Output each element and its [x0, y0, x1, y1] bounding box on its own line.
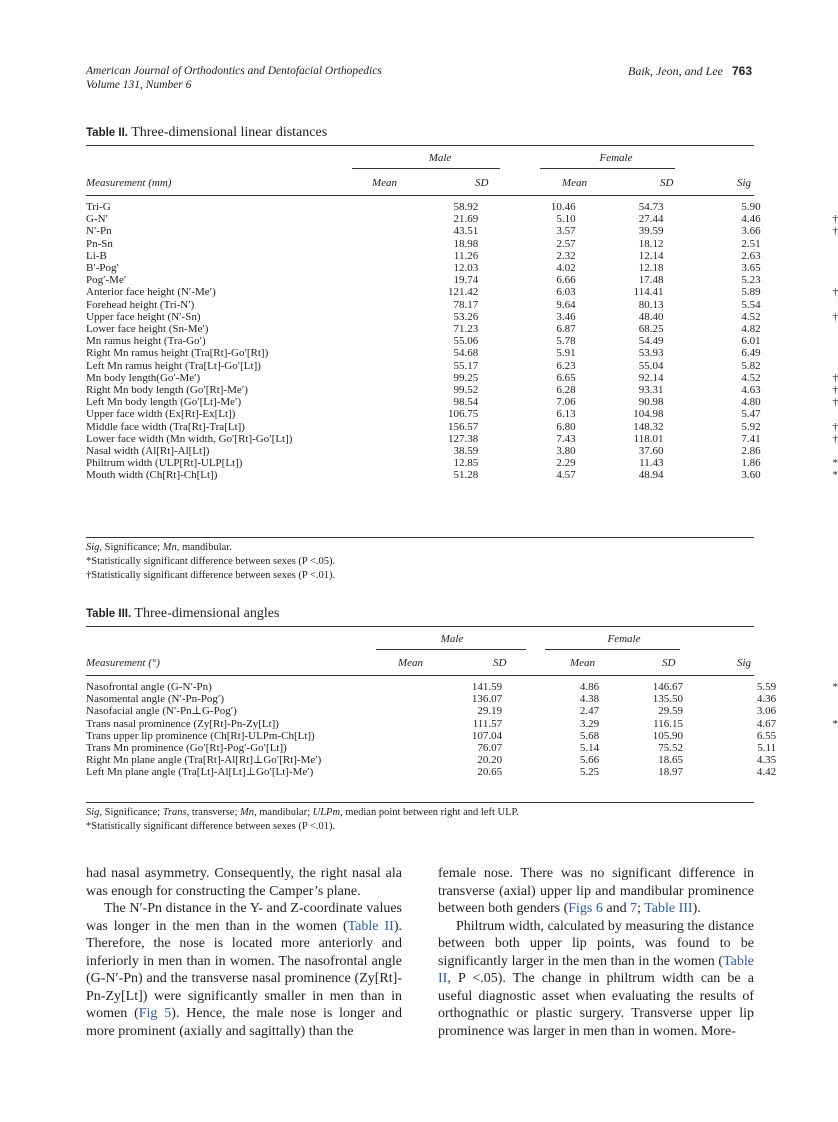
- table2-footnote-dagger: †Statistically significant difference between sexes (P <.01).: [86, 570, 336, 581]
- male-mean-cell: 58.92: [453, 201, 479, 213]
- table2-col-female-sd: SD: [660, 177, 674, 189]
- table-row: [86, 421, 838, 433]
- male-mean-cell: 12.85: [453, 457, 479, 470]
- measurement-cell: Upper face width (Ex[Rt]-Ex[Lt]): [86, 408, 236, 421]
- sig-cell: [776, 754, 838, 766]
- table-row: [86, 347, 838, 359]
- female-sd-cell: 6.49: [741, 347, 761, 360]
- male-mean-cell: 19.74: [453, 274, 479, 287]
- measurement-cell: Upper face height (N′-Sn): [86, 310, 201, 323]
- female-mean-cell: 18.12: [638, 237, 664, 250]
- male-mean-cell: 18.98: [453, 237, 479, 250]
- table2-title: Three-dimensional linear distances: [131, 125, 328, 140]
- journal-name: American Journal of Orthodontics and Dentofacial Orthopedics: [86, 65, 382, 77]
- male-mean-cell: 54.68: [453, 347, 479, 360]
- measurement-cell: Tri-G: [86, 201, 111, 213]
- measurement-cell: Pn-Sn: [86, 237, 113, 250]
- measurement-cell: Trans nasal prominence (Zy[Rt]-Pn-Zy[Lt]): [86, 717, 279, 730]
- link-table-2b[interactable]: Table II: [438, 953, 754, 986]
- female-mean-cell: 68.25: [638, 323, 664, 336]
- table-row: [86, 360, 838, 372]
- male-sd-cell: 2.29: [556, 457, 576, 470]
- male-mean-cell: 43.51: [453, 225, 479, 238]
- table2-bottom-rule: [86, 537, 754, 538]
- male-mean-cell: 98.54: [453, 396, 479, 409]
- table2-col-female-mean: Mean: [562, 177, 588, 189]
- male-mean-cell: 55.17: [453, 359, 479, 372]
- table2-header-rule: [86, 195, 754, 196]
- measurement-cell: Left Mn body length (Go′[Lt]-Me′): [86, 396, 242, 409]
- measurement-cell: Mouth width (Ch[Rt]-Ch[Lt]): [86, 469, 218, 482]
- table-row: [86, 730, 838, 742]
- male-sd-cell: 4.02: [556, 262, 576, 275]
- male-sd-cell: 7.06: [556, 396, 576, 409]
- sig-cell: [761, 445, 838, 457]
- table3-body: [86, 681, 838, 779]
- sig-cell: †: [832, 432, 838, 445]
- male-sd-cell: 7.43: [556, 432, 576, 445]
- female-mean-cell: 55.04: [638, 359, 664, 372]
- measurement-cell: Philtrum width (ULP[Rt]-ULP[Lt]): [86, 457, 243, 470]
- female-sd-cell: 7.41: [741, 432, 761, 445]
- sig-cell: [761, 262, 838, 274]
- measurement-cell: Nasofrontal angle (G-N′-Pn): [86, 681, 212, 693]
- female-mean-cell: 18.97: [658, 766, 684, 779]
- male-mean-cell: 127.38: [448, 432, 479, 445]
- sig-cell: †: [832, 371, 838, 384]
- table-row: [86, 384, 838, 396]
- male-sd-cell: 6.28: [556, 384, 576, 397]
- male-sd-cell: 6.13: [556, 408, 576, 421]
- sig-cell: †: [832, 225, 838, 238]
- sig-cell: [761, 201, 838, 213]
- male-mean-cell: 21.69: [453, 213, 479, 226]
- female-sd-cell: 5.47: [741, 408, 761, 421]
- table2-footnote-abbr: Sig, Significance; Mn, mandibular.: [86, 542, 232, 553]
- female-sd-cell: 4.35: [756, 754, 777, 767]
- table2-col-male-mean: Mean: [372, 177, 398, 189]
- female-mean-cell: 93.31: [638, 384, 664, 397]
- table3-footnote-star: *Statistically significant difference between sexes (P <.01).: [86, 821, 336, 832]
- sig-cell: †: [832, 384, 838, 397]
- male-sd-cell: 4.38: [579, 693, 600, 706]
- female-mean-cell: 29.59: [658, 705, 684, 718]
- male-sd-cell: 3.46: [556, 310, 576, 323]
- sig-cell: †: [832, 310, 838, 323]
- table-row: [86, 335, 838, 347]
- table3-caption: [86, 606, 279, 622]
- female-mean-cell: 104.98: [633, 408, 664, 421]
- table3-col-male-mean: Mean: [398, 657, 424, 669]
- female-sd-cell: 4.52: [741, 310, 761, 323]
- sig-cell: *: [832, 469, 838, 482]
- male-sd-cell: 9.64: [556, 298, 576, 311]
- table-row: [86, 299, 838, 311]
- measurement-cell: G-N′: [86, 213, 108, 226]
- female-mean-cell: 146.67: [652, 681, 684, 693]
- male-sd-cell: 5.68: [579, 729, 600, 742]
- table3-female-rule: [545, 649, 680, 650]
- male-mean-cell: 55.06: [453, 335, 479, 348]
- female-mean-cell: 53.93: [638, 347, 664, 360]
- male-sd-cell: 3.29: [579, 717, 600, 730]
- measurement-cell: Right Mn ramus height (Tra[Rt]-Go′[Rt]): [86, 347, 269, 360]
- male-sd-cell: 2.47: [579, 705, 600, 718]
- female-sd-cell: 4.67: [756, 717, 777, 730]
- female-mean-cell: 48.94: [638, 469, 664, 482]
- table3-group-male: Male: [440, 633, 464, 645]
- body-left-paragraph-1: had nasal asymmetry. Consequently, the right nasal ala was enough for constructing the Camper’s plane.: [86, 866, 402, 899]
- table-row: [86, 705, 838, 717]
- male-sd-cell: 6.87: [556, 323, 576, 336]
- female-mean-cell: 27.44: [638, 213, 664, 226]
- table3-top-rule: [86, 626, 754, 627]
- male-sd-cell: 5.66: [579, 754, 600, 767]
- female-sd-cell: 5.89: [741, 286, 761, 299]
- female-sd-cell: 4.63: [741, 384, 761, 397]
- female-sd-cell: 4.80: [741, 396, 761, 409]
- male-mean-cell: 106.75: [448, 408, 479, 421]
- measurement-cell: Lower face width (Mn width, Go′[Rt]-Go′[Lt]): [86, 432, 293, 445]
- journal-volume: Volume 131, Number 6: [86, 79, 192, 91]
- measurement-cell: Forehead height (Tri-N′): [86, 298, 195, 311]
- male-mean-cell: 99.52: [453, 384, 479, 397]
- female-mean-cell: 37.60: [638, 445, 664, 458]
- sig-cell: [776, 766, 838, 778]
- male-mean-cell: 20.65: [477, 766, 503, 779]
- male-sd-cell: 6.80: [556, 420, 576, 433]
- sig-cell: *: [832, 457, 838, 470]
- table3-label: Table III.: [86, 608, 132, 620]
- page-number: 763: [731, 64, 752, 78]
- sig-cell: [761, 323, 838, 335]
- sig-cell: [776, 730, 838, 742]
- table3-footnote-abbr: Sig, Significance; Trans, transverse; Mn, mandibular; ULPm, median point between right and left ULP.: [86, 807, 519, 818]
- female-sd-cell: 6.01: [741, 335, 761, 348]
- measurement-cell: Nasomental angle (N′-Pn-Pog′): [86, 693, 225, 706]
- female-mean-cell: 92.14: [638, 371, 664, 384]
- table-row: [86, 238, 838, 250]
- table2-caption: [86, 125, 327, 141]
- male-mean-cell: 20.20: [477, 754, 503, 767]
- male-sd-cell: 5.10: [556, 213, 576, 226]
- sig-cell: [776, 742, 838, 754]
- table2-label: Table II.: [86, 127, 128, 139]
- female-mean-cell: 118.01: [633, 432, 664, 445]
- female-mean-cell: 11.43: [639, 457, 664, 470]
- table-row: [86, 311, 838, 323]
- sig-cell: †: [832, 396, 838, 409]
- table-row: [86, 323, 838, 335]
- measurement-cell: Lower face height (Sn-Me′): [86, 323, 209, 336]
- measurement-cell: Left Mn ramus height (Tra[Lt]-Go′[Lt]): [86, 359, 261, 372]
- body-left-paragraph-2: The N′-Pn distance in the Y- and Z-coordinate values was longer in the men than in the women (Table II). Therefore, the nose is located more anteriorly and inferiorly in men than in women. The nasofrontal angle (G-N′-Pn) and the transverse nasal prominence (Zy[Rt]-Pn-Zy[Lt]) were significantly smaller in men than in women (Fig 5). Hence, the male nose is longer and more prominent (axially and sagittally) than the: [86, 901, 402, 1039]
- male-mean-cell: 53.26: [453, 310, 479, 323]
- link-fig-7[interactable]: 7: [630, 901, 638, 916]
- male-sd-cell: 6.03: [556, 286, 576, 299]
- table-row: [86, 201, 838, 213]
- female-sd-cell: 4.82: [741, 323, 761, 336]
- female-mean-cell: 116.15: [653, 717, 684, 730]
- table3-header-rule: [86, 675, 754, 676]
- table2-female-rule: [540, 168, 675, 169]
- table-row: [86, 718, 838, 730]
- male-sd-cell: 3.80: [556, 445, 576, 458]
- female-sd-cell: 2.51: [741, 237, 761, 250]
- sig-cell: [761, 299, 838, 311]
- body-right-column: [438, 865, 754, 1040]
- female-sd-cell: 6.55: [756, 729, 777, 742]
- female-sd-cell: 5.59: [756, 681, 777, 693]
- authors: Baik, Jeon, and Lee: [628, 64, 723, 78]
- sig-cell: [776, 693, 838, 705]
- measurement-cell: Mn ramus height (Tra-Go′): [86, 335, 206, 348]
- female-sd-cell: 4.42: [756, 766, 777, 779]
- male-mean-cell: 121.42: [448, 286, 479, 299]
- male-sd-cell: 2.32: [556, 249, 576, 262]
- male-mean-cell: 51.28: [453, 469, 479, 482]
- sig-cell: †: [832, 420, 838, 433]
- sig-cell: †: [832, 286, 838, 299]
- body-right-paragraph-1: female nose. There was no significant difference in transverse (axial) upper lip and mandibular prominence between both genders (Figs 6 and 7; Table III).: [438, 866, 754, 916]
- male-mean-cell: 107.04: [471, 729, 503, 742]
- sig-cell: [761, 238, 838, 250]
- male-sd-cell: 10.46: [550, 201, 576, 213]
- female-sd-cell: 2.63: [741, 249, 761, 262]
- measurement-cell: B′-Pog′: [86, 262, 119, 275]
- sig-cell: [761, 408, 838, 420]
- table2-col-male-sd: SD: [475, 177, 489, 189]
- male-mean-cell: 76.07: [477, 742, 503, 755]
- table-row: [86, 396, 838, 408]
- table3-group-female: Female: [607, 633, 641, 645]
- male-sd-cell: 4.57: [556, 469, 576, 482]
- female-sd-cell: 3.06: [756, 705, 777, 718]
- male-mean-cell: 141.59: [471, 681, 503, 693]
- female-mean-cell: 12.18: [638, 262, 664, 275]
- male-mean-cell: 12.03: [453, 262, 479, 275]
- table-row: [86, 213, 838, 225]
- male-sd-cell: 6.66: [556, 274, 576, 287]
- sig-cell: [761, 360, 838, 372]
- female-sd-cell: 3.66: [741, 225, 761, 238]
- female-mean-cell: 54.73: [638, 201, 664, 213]
- female-mean-cell: 39.59: [638, 225, 664, 238]
- measurement-cell: Trans upper lip prominence (Ch[Rt]-ULPm-Ch[Lt]): [86, 729, 315, 742]
- link-figs-6[interactable]: Figs 6: [568, 901, 603, 916]
- table-row: [86, 372, 838, 384]
- measurement-cell: Trans Mn prominence (Go′[Rt]-Pog′-Go′[Lt]): [86, 742, 287, 755]
- body-right-paragraph-2: Philtrum width, calculated by measuring the distance between both upper lip points, was found to be significantly larger in the men than in the women (Table II, P <.05). The change in philtrum width can be a useful diagnostic asset when evaluating the results of orthognathic or plastic surgery. Transverse upper lip prominence was larger in men than in women. More-: [438, 918, 754, 1039]
- table2-col-sig: Sig: [737, 177, 752, 189]
- table-row: [86, 433, 838, 445]
- male-sd-cell: 2.57: [556, 237, 576, 250]
- table3-col-measurement: Measurement (°): [86, 657, 160, 669]
- table-row: [86, 445, 838, 457]
- male-mean-cell: 11.26: [453, 249, 479, 262]
- female-sd-cell: 5.11: [757, 742, 777, 755]
- table-row: [86, 766, 838, 778]
- female-mean-cell: 54.49: [638, 335, 664, 348]
- link-table-2[interactable]: Table II: [347, 918, 394, 934]
- table3-male-rule: [376, 649, 526, 650]
- female-sd-cell: 5.23: [741, 274, 761, 287]
- measurement-cell: Li-B: [86, 249, 107, 262]
- male-sd-cell: 3.57: [556, 225, 576, 238]
- female-mean-cell: 135.50: [652, 693, 684, 706]
- male-mean-cell: 156.57: [448, 420, 479, 433]
- table3-title: Three-dimensional angles: [134, 606, 280, 621]
- sig-cell: *: [832, 681, 838, 693]
- table-row: [86, 681, 838, 693]
- sig-cell: [761, 274, 838, 286]
- table-row: [86, 457, 838, 469]
- sig-cell: [761, 347, 838, 359]
- female-mean-cell: 90.98: [638, 396, 664, 409]
- table3-col-male-sd: SD: [493, 657, 507, 669]
- table3-footnotes: [86, 806, 519, 834]
- male-mean-cell: 29.19: [477, 705, 503, 718]
- female-mean-cell: 18.65: [658, 754, 684, 767]
- sig-cell: [761, 335, 838, 347]
- table-row: [86, 250, 838, 262]
- male-mean-cell: 78.17: [453, 298, 479, 311]
- measurement-cell: Nasal width (Al[Rt]-Al[Lt]): [86, 445, 210, 458]
- table2-top-rule: [86, 145, 754, 146]
- male-sd-cell: 5.91: [556, 347, 576, 360]
- table-row: [86, 754, 838, 766]
- table3-col-female-mean: Mean: [570, 657, 596, 669]
- table-row: [86, 274, 838, 286]
- female-mean-cell: 12.14: [638, 249, 664, 262]
- male-mean-cell: 99.25: [453, 371, 479, 384]
- measurement-cell: N′-Pn: [86, 225, 112, 238]
- table-row: [86, 693, 838, 705]
- table3-bottom-rule: [86, 802, 754, 803]
- table-row: [86, 408, 838, 420]
- female-sd-cell: 3.65: [741, 262, 761, 275]
- female-mean-cell: 114.41: [633, 286, 664, 299]
- male-sd-cell: 6.65: [556, 371, 576, 384]
- female-mean-cell: 48.40: [638, 310, 664, 323]
- table-row: [86, 225, 838, 237]
- female-sd-cell: 5.82: [741, 359, 761, 372]
- male-mean-cell: 111.57: [472, 717, 503, 730]
- male-mean-cell: 71.23: [453, 323, 479, 336]
- male-sd-cell: 4.86: [579, 681, 600, 693]
- female-mean-cell: 105.90: [652, 729, 684, 742]
- measurement-cell: Left Mn plane angle (Tra[Lt]-Al[Lt]⊥Go′[Lt]-Me′): [86, 766, 314, 779]
- female-sd-cell: 1.86: [741, 457, 761, 470]
- male-sd-cell: 5.78: [556, 335, 576, 348]
- sig-cell: [761, 250, 838, 262]
- table2-footnotes: [86, 541, 335, 583]
- female-mean-cell: 80.13: [638, 298, 664, 311]
- sig-cell: †: [832, 213, 838, 226]
- male-sd-cell: 5.25: [579, 766, 600, 779]
- female-sd-cell: 3.60: [741, 469, 761, 482]
- female-sd-cell: 4.36: [756, 693, 777, 706]
- measurement-cell: Right Mn body length (Go′[Rt]-Me′): [86, 384, 248, 397]
- measurement-cell: Mn body length(Go′-Me′): [86, 371, 201, 384]
- measurement-cell: Anterior face height (N′-Me′): [86, 286, 216, 299]
- body-left-column: [86, 865, 402, 1040]
- female-mean-cell: 17.48: [638, 274, 664, 287]
- female-sd-cell: 5.90: [741, 201, 761, 213]
- table3-col-female-sd: SD: [662, 657, 676, 669]
- measurement-cell: Pog′-Me′: [86, 274, 127, 287]
- running-header-authors: [628, 64, 752, 79]
- male-mean-cell: 38.59: [453, 445, 479, 458]
- female-sd-cell: 5.92: [741, 420, 761, 433]
- measurement-cell: Right Mn plane angle (Tra[Rt]-Al[Rt]⊥Go′[Rt]-Me′): [86, 754, 322, 767]
- link-table-3[interactable]: Table III: [644, 901, 693, 916]
- male-sd-cell: 6.23: [556, 359, 576, 372]
- sig-cell: *: [832, 717, 838, 730]
- table3-col-sig: Sig: [737, 657, 752, 669]
- female-sd-cell: 2.86: [741, 445, 761, 458]
- female-mean-cell: 148.32: [633, 420, 664, 433]
- sig-cell: [776, 705, 838, 717]
- male-sd-cell: 5.14: [579, 742, 600, 755]
- female-sd-cell: 4.46: [741, 213, 761, 226]
- female-sd-cell: 5.54: [741, 298, 761, 311]
- table-row: [86, 286, 838, 298]
- running-header-journal: [86, 64, 382, 92]
- link-fig-5[interactable]: Fig 5: [138, 1006, 172, 1021]
- table2-body: [86, 201, 838, 482]
- table-row: [86, 469, 838, 481]
- female-sd-cell: 4.52: [741, 371, 761, 384]
- female-mean-cell: 75.52: [658, 742, 684, 755]
- table-row: [86, 742, 838, 754]
- table2-male-rule: [352, 168, 500, 169]
- table2-group-female: Female: [599, 152, 633, 164]
- table2-group-male: Male: [428, 152, 452, 164]
- table2-col-measurement: Measurement (mm): [86, 177, 172, 189]
- measurement-cell: Nasofacial angle (N′-Pn⊥G-Pog′): [86, 705, 237, 718]
- male-mean-cell: 136.07: [471, 693, 503, 706]
- measurement-cell: Middle face width (Tra[Rt]-Tra[Lt]): [86, 420, 245, 433]
- table-row: [86, 262, 838, 274]
- table2-footnote-star: *Statistically significant difference between sexes (P <.05).: [86, 556, 336, 567]
